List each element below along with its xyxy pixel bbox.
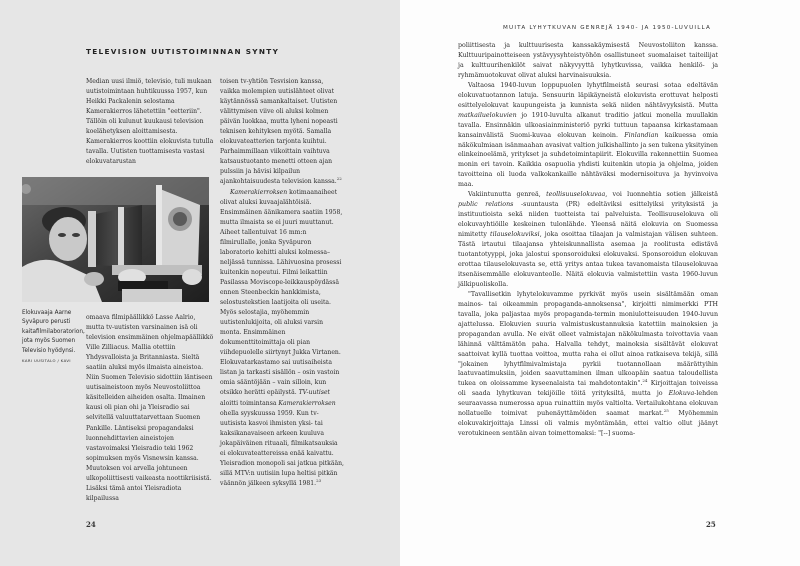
text-run: kaikuessa omia näkökulmiaan isänmaahan avasivat valtion julkishallinto ja sen tukena yksityinen elinkeinoelämä, yritykset ja suhdetoimintapiirit. Elokuvilla rakennettiin Suomea monin eri tavoin. Kaikkia osapuolia yhdisti kuitenkin utopia ja ohjelma, joiden tavoitteina oli luoda valkokankaille nähtäväksi modernisoituva ja hyvinvoiva maa. bbox=[458, 131, 718, 189]
paragraph bbox=[458, 290, 718, 439]
camera-photo bbox=[22, 177, 209, 302]
paragraph bbox=[458, 190, 718, 290]
paragraph: toisen tv-yhtiön Tesvision kanssa, vaikka molempien uutislähteet olivat käytännössä samankaltaiset. Uutisten välittymisen viive oli aluksi kolmen päivän luokkaa, mutta lyheni nopeasti teknisen kehityksen myötä. Samalla elokuvateatterien tarjonta kuihtui. Parhaimmillaan viikoittain vaihtuva katsaustuotanto menetti otteen ajan pulssiin ja hävisi kilpailun ajankohtaisuudesta television kanssa.$^{22}$ bbox=[220, 78, 342, 186]
paragraph bbox=[458, 41, 718, 81]
text-run: -lehden seuraavassa numerossa apua ruinattiin myös valtiolta. Vertailukohtana elokuvan nollatuelle toimivat puhenäyttämöiden saamat markat. bbox=[458, 390, 718, 418]
text-run: Myöhemmin elokuvakirjoittaja Linssi oli valmis myöntämään, ettei valtio ollut jäänyt verotukineen sentään aivan toimettomaksi: "[--] suoma- bbox=[458, 410, 718, 438]
left-column-bottom-text bbox=[86, 313, 214, 504]
paragraph: omaava filmipäällikkö Lasse Aalrio, mutta tv-uutisten varsinainen isä oli television ensimmäinen ohjelmapäällikkö Ville Zilliacus. Mallia otettiin Yhdysvalloista ja Britanniasta. Sieltä saatiin aluksi myös ilmaista aineistoa. Niin Suomen Televisio sidottiin läntiseen uutisaineistoon myös Neuvostoliittoa käsitelleiden aiheiden osalta. Ilmainen kausi oli pian ohi ja Yleisradio sai selvitellä valuuttatarvettaan Suomen Pankille. Läntiseksi propagandaksi luonnehdittavien aineistojen vastavoimaksi Yleisradio teki 1962 sopimuksen myös Visnewsin kanssa. Muutoksen voi arvella johtuneen ulkopoliittisesti vaikeasta noottikriisistä. Lisäksi tämä antoi Yleisradiota kilpailussa bbox=[86, 314, 214, 502]
text-run: Valtaosa 1940-luvun loppupuolen lyhytfilmeistä seurasi sotaa edeltävän elokuvatuotannon latuja. Sensuurin läpikäyneistä elokuvista erottuvat helposti esittelyelokuvat kaupungeista ja kunnista sekä niiden nähtävyyksistä. Mutta bbox=[458, 81, 718, 109]
text-run: poliittisesta ja kulttuurisesta kanssakäymisestä Neuvostoliiton kanssa. Kulttuuripainotteiseen ystävyysyhteistyöhön osallistuneet suomalaiset taiteilijat ja kulttuurihenkilöt saivat näkyvyyttä lyhytkuvissa, vaikka henkilö- ja ryhmämuotokuvat olivat aluksi harvinaisuuksia. bbox=[458, 42, 718, 79]
page-number-right: 25 bbox=[706, 520, 716, 529]
text-run: Elokuva bbox=[668, 390, 695, 398]
text-run: Vakiintunutta genreä, bbox=[468, 191, 547, 199]
text-run: , joka osoittaa tilaajan ja valmistajan välisen suhteen. Tästä irtautui tilaajansa yhteiskunnallista asemaa ja roolitusta edistävä tuotantotyyppi, joka jalostui sponsoroiduksi elokuvaksi. Sponsoroidun elokuvan erottaa tilauselokuvasta se, että yritys antaa tukea tavanomaista tilauselokuvaa itsenäisemmälle elokuvanteolle. Näitä elokuvia valmistettiin vasta 1960-luvun jälkipuoliskolla. bbox=[458, 231, 718, 288]
left-column-top-text bbox=[86, 77, 214, 167]
right-page-body-text bbox=[458, 41, 718, 439]
page-number-left: 24 bbox=[86, 520, 96, 529]
footnote-ref[interactable]: 23 bbox=[316, 477, 322, 483]
text-run: matkailuelokuvien bbox=[458, 111, 517, 119]
photo-caption bbox=[22, 309, 85, 366]
footnote-ref[interactable]: 25 bbox=[663, 408, 669, 414]
photo-credit: KARI UUSITALO / KAVI bbox=[22, 358, 71, 364]
caption-text: Elokuvaaja Aarne Syväpuro perusti kaitafilmilaboratorion, jota myös Suomen Televisio hyödynsi. bbox=[22, 310, 85, 354]
text-run: teollisuuselokuvaa bbox=[546, 191, 606, 199]
text-run: "Tavallisetkin lyhytelokuvamme pyrkivät myös usein sisältämään oman mainos- tai oikeammin propaganda-annoksensa", kirjoitti nimimerkki PTH tavalla, joka paljastaa myös propaganda-termin moniulotteisuuden 1940-luvun ajattelussa. Elokuvien suuria valmistuskustannuksia katettiin mainoksien ja propagandan avulla. Ne eivät olleet valmistajan näkökulmasta toivottavia vaan lähinnä välttämätön paha. Halvalla tehdyt, mainoksia sisältävät elokuvat saattoivat kyllä tuottaa voittoa, mutta raha ei ollut ainoa ratkaiseva tekijä, sillä "jokainen lyhytfilmivalmistaja pyrkii tuotannollaan määrättyihin laatuvaatimuksiin, joiden saavuttaminen ilman ulkoapäin saatua taloudellista tukea on oloissamme kyseenalaista tai mahdotontakin". bbox=[458, 290, 718, 388]
chapter-title: TELEVISION UUTISTOIMINNAN SYNTY bbox=[86, 47, 280, 56]
text-run: -suuntausta (PR) edeltäviksi esittelyiksi yrityksistä ja instituutioista sekä niiden tuotteista tai palveluista. Teollisuuselokuva oli elokuvayhtiöille keskeinen tulonlähde. Yleensä näitä elokuvia on Suomessa nimitetty bbox=[458, 201, 718, 239]
text-run: jo 1910-luvulta alkanut traditio jatkui monella muullakin tavalla. Ensinnäkin ulkoasiainministeriö pyrki tuttuun tapaansa kirkastamaan kansainvälistä Suomi-kuvaa elokuvan keinoin. bbox=[458, 111, 718, 139]
text-run: Finlandian bbox=[624, 131, 659, 139]
text-run: public relations bbox=[458, 201, 514, 209]
paragraph: Median uusi ilmiö, televisio, tuli mukaan uutistoimintaan huhtikuussa 1957, kun Heikki Packalenin selostama Kamerakierros lähetettiin "eetteriin". Tällöin oli kulunut kuukausi television koelähetyksen aloittamisesta. Kamerakierros koottiin elokuvista tutulla tavalla. Uutisten tuottamisesta vastasi elokuvatarustan bbox=[86, 78, 214, 166]
paragraph: Kamerakierroksen kotimaanaiheet olivat aluksi kuvaajalähtöisiä. Ensimmäinen äänikamera saatiin 1958, mutta ilmaista se ei juuri muuttanut. Aiheet tallentuivat 16 mm:n filmirullalle, jonka Syväpuron laboratorio kehitti aluksi kolmessa–neljässä tunnissa. Lähivuosina prosessi kuitenkin nopeutui. Filmi leikattiin Pasilassa Moviscope-leikkauspöydässä ennen Steenbeckin hankkimista, selostustekstien laatijoita oli useita. Myös selostajia, myöhemmin uutistenlukijoita, oli aluksi varsin monta. Ensimmäinen dokumenttitoimittaja oli pian viihdepuolelle siirtynyt Jukka Virtanen. Elokuvatarkastamo sai uutisaiheista listan ja tarkasti sisällön – osin vastoin omia sääntöjään – vain silloin, kun otsikko herätti epäilystä. TV-uutiset aloitti toimintansa Kamerakierroksen ohella syyskuussa 1959. Kun tv-uutisista kasvoi ihmisten yksi- tai kaksikanavaiseen arkeen kuuluva jokapäiväinen rituaali, filmikatsauksia ei elokuvateattereissa enää kaivattu. Yleisradion monopoli sai jatkua pitkään, sillä MTV:n uutisiin lupa heltisi pitkän väännön jälkeen syksyllä 1981.23 bbox=[220, 188, 344, 487]
text-run: tilauselokuviksi bbox=[490, 231, 540, 239]
running-head: MUITA LYHYTKUVAN GENREJÄ 1940- JA 1950-LUVUILLA bbox=[503, 25, 712, 31]
right-column-text bbox=[220, 77, 344, 489]
footnote-ref[interactable]: 24 bbox=[642, 378, 648, 384]
paragraph bbox=[458, 81, 718, 190]
photo-illustration bbox=[22, 177, 209, 302]
text-run: Kirjoittajan toiveissa oli saada lyhytkuvan tekijöille töitä yrityksiltä, mutta jo bbox=[458, 380, 718, 398]
text-run: , voi luonnehtia sotien jälkeistä bbox=[605, 191, 718, 199]
footnote-ref[interactable]: 22 bbox=[336, 176, 342, 182]
